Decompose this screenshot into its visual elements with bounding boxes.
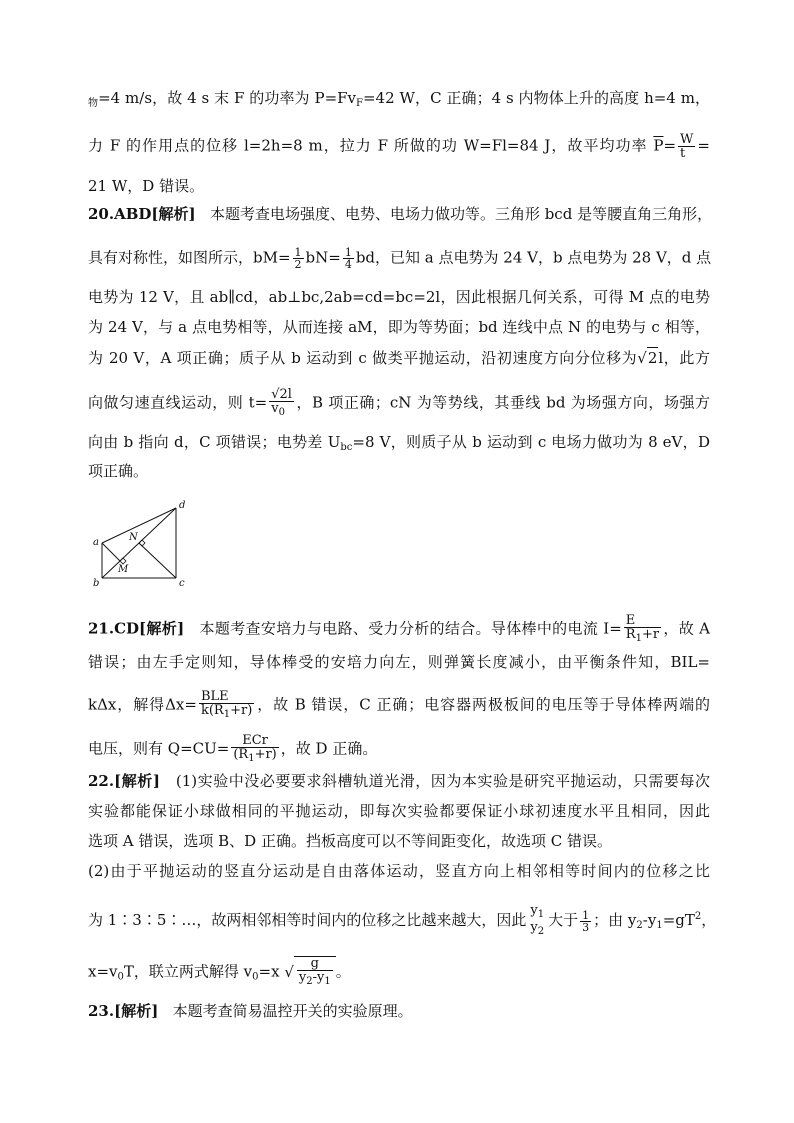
label-b: b	[93, 578, 100, 589]
fraction-one-third: $\frac{1}{3}$	[582, 908, 590, 934]
line-9: 向做匀速直线运动，则 t= $\frac{√2l}{v_0}$ ，B 项正确；cN 为等势线，其垂线 bd 为场强方向，场强方	[88, 387, 711, 418]
fraction-one-quarter: $\frac{1}{4}$	[344, 246, 352, 271]
right-angle-mark-n	[139, 540, 145, 546]
question-22-label: 22.[解析]	[88, 772, 160, 790]
label-c: c	[179, 578, 185, 589]
label-a: a	[93, 537, 99, 548]
label-m: M	[118, 564, 129, 575]
line-12: 21.CD[解析] 本题考查安培力与电路、受力分析的结合。导体棒中的电流 I= $\frac{E}{R_1+r}$ ，故 A	[88, 613, 710, 644]
fraction-delta-x: $\frac{\text{BLE}}{k(R_1+r)}$	[200, 689, 253, 720]
line-1: $_物$=4 m/s，故 4 s 末 F 的功率为 $P=Fv_F=42$ W，C 正确；4 s 内物体上升的高度 h=4 m，	[88, 89, 711, 109]
triangle-diagram	[88, 498, 193, 590]
line-7: 为 24 V，与 a 点电势相等，从而连接 aM，即为等势面；bd 连线中点 N 的电势与 c 相等，	[88, 318, 710, 336]
sqrt-fraction: √ $\frac{g}{y_2-y_1}$	[284, 963, 335, 981]
line-10: 向由 b 指向 d，C 项错误；电势差 $U_{bc}=8$ V，则质子从 b 运动到 c 电场力做功为 8 eV，D	[88, 433, 710, 453]
fraction-w-over-t: $\frac{W}{t}$	[680, 132, 694, 161]
fraction-charge: $\frac{\text{ECr}}{(R_1+r)}$	[233, 733, 277, 764]
line-5: 具有对称性，如图所示，bM= $\frac{1}{2}$ bN= $\frac{1}{4}$ bd，已知 a 点电势为 24 V，b 点电势为 28 V，d 点	[88, 246, 712, 271]
label-n: N	[129, 532, 138, 543]
question-20-label: 20.ABD[解析]	[88, 205, 196, 223]
fraction-sqrt2l-over-v0: $\frac{√2l}{v_0}$	[271, 387, 292, 418]
line-11: 项正确。	[88, 462, 149, 480]
segment-cn	[139, 543, 176, 578]
fraction-one-half: $\frac{1}{2}$	[294, 246, 302, 271]
line-22: 23.[解析] 本题考查简易温控开关的实验原理。	[88, 1002, 413, 1020]
line-15: 电压，则有 Q=CU= $\frac{\text{ECr}}{(R_1+r)}$ ，故 D 正确。	[88, 733, 378, 764]
line-14: kΔx，解得Δx= $\frac{\text{BLE}}{k(R_1+r)}$ ，故 B 错误，C 正确；电容器两极板间的电压等于导体棒两端的	[88, 689, 711, 720]
label-d: d	[179, 500, 186, 511]
line-3: 21 W，D 错误。	[88, 177, 205, 195]
sqrt-two: √2	[637, 349, 658, 367]
fraction-current: $\frac{E}{R_1+r}$	[625, 613, 660, 644]
line-13: 错误；由左手定则知，导体棒受的安培力向左，则弹簧长度减小，由平衡条件知，BIL=	[88, 653, 710, 671]
line-19: (2)由于平抛运动的竖直分运动是自由落体运动，竖直方向上相邻相等时间内的位移之比	[88, 862, 710, 880]
line-8: 为 20 V，A 项正确；质子从 b 运动到 c 做类平抛运动，沿初速度方向分位移为√2l，此方	[88, 349, 710, 367]
question-23-label: 23.[解析]	[88, 1002, 159, 1020]
line-2: 力 F 的作用点的位移 l=2h=8 m，拉力 F 所做的功 W=Fl=84 J，故平均功率 $\overline{P}=$ $\frac{W}{t}$ =	[88, 132, 710, 161]
line-17: 实验都能保证小球做相同的平抛运动，即每次实验都要保证小球初速度水平且相同，因此	[88, 802, 710, 820]
average-power-symbol: $\overline{P}$	[653, 136, 664, 155]
fraction-g-over-y-diff: $\frac{g}{y_2-y_1}$	[298, 956, 331, 987]
question-21-label: 21.CD[解析]	[88, 619, 185, 638]
line-4: 20.ABD[解析] 本题考查电场强度、电势、电场力做功等。三角形 bcd 是等腰直角三角形，	[88, 205, 713, 223]
line-18: 选项 A 错误，选项 B、D 正确。挡板高度可以不等间距变化，故选项 C 错误。	[88, 832, 612, 850]
segment-am	[102, 543, 120, 561]
line-16: 22.[解析] (1)实验中没必要要求斜槽轨道光滑，因为本实验是研究平抛运动，只需要每次	[88, 772, 710, 790]
segment-ad	[102, 508, 176, 543]
line-20: 为 1∶3∶5∶…，故两相邻相等时间内的位移之比越来越大，因此 $y_1$ $y_2$ 大于 $\frac{1}{3}$ ；由 $y_2-y_1=gT^2$，	[88, 903, 717, 937]
fraction-y1-over-y2: $y_1$ $y_2$	[530, 903, 545, 937]
line-21: $x=v_0T$，联立两式解得 $v_0=x$ √ $\frac{g}{y_2-y_1}$ 。	[88, 956, 351, 987]
line-6: 电势为 12 V，且 ab∥cd，ab⊥bc,2ab=cd=bc=2l，因此根据几何关系，可得 M 点的电势	[88, 288, 710, 306]
